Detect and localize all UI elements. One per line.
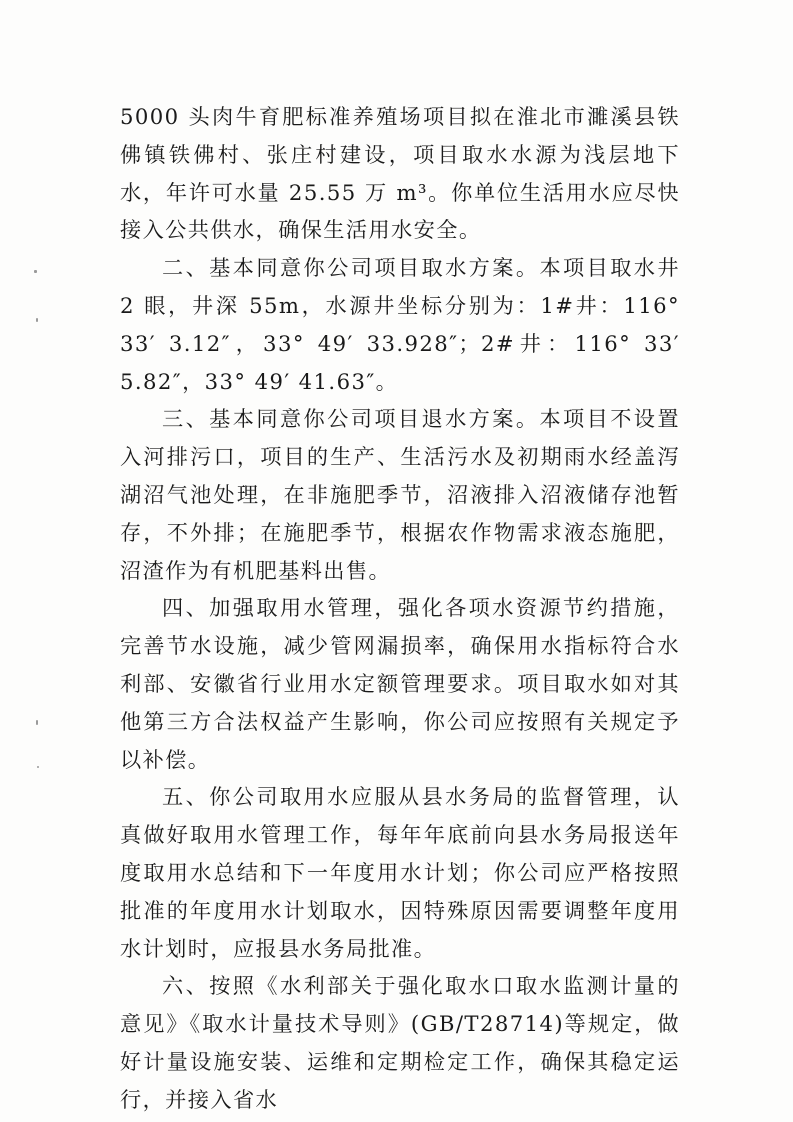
body-paragraph: 六、按照《水利部关于强化取水口取水监测计量的意见》《取水计量技术导则》(GB/T28714)等规定，做好计量设施安装、运维和定期检定工作，确保其稳定运行，并接入省水 [120, 973, 680, 1112]
body-paragraph: 四、加强取用水管理，强化各项水资源节约措施，完善节水设施，减少管网漏损率，确保用水指标符合水利部、安徽省行业用水定额管理要求。项目取水如对其他第三方合法权益产生影响，你公司应按照有关规定予以补偿。 [120, 595, 680, 772]
scan-speck [34, 270, 37, 273]
scan-speck [36, 720, 38, 725]
body-paragraph: 五、你公司取用水应服从县水务局的监督管理，认真做好取用水管理工作，每年年底前向县水务局报送年度取用水总结和下一年度用水计划；你公司应严格按照批准的年度用水计划取水，因特殊原因需要调整年度用水计划时，应报县水务局批准。 [120, 784, 680, 961]
body-paragraph: 二、基本同意你公司项目取水方案。本项目取水井 2 眼，井深 55m，水源井坐标分别为：1#井：116° 33′ 3.12″，33° 49′ 33.928″；2#井：116° 33′ 5.82″，33° 49′ 41.63″。 [120, 255, 680, 394]
body-paragraph: 三、基本同意你公司项目退水方案。本项目不设置入河排污口，项目的生产、生活污水及初期雨水经盖泻湖沼气池处理，在非施肥季节，沼液排入沼液储存池暂存，不外排；在施肥季节，根据农作物需求液态施肥，沼渣作为有机肥基料出售。 [120, 406, 680, 583]
body-paragraph: 5000 头肉牛育肥标准养殖场项目拟在淮北市濉溪县铁佛镇铁佛村、张庄村建设，项目取水水源为浅层地下水，年许可水量 25.55 万 m³。你单位生活用水应尽快接入公共供水，确保生活用水安全。 [120, 104, 680, 243]
scan-speck [36, 318, 38, 322]
document-body [120, 98, 680, 1119]
scan-speck [37, 766, 39, 768]
